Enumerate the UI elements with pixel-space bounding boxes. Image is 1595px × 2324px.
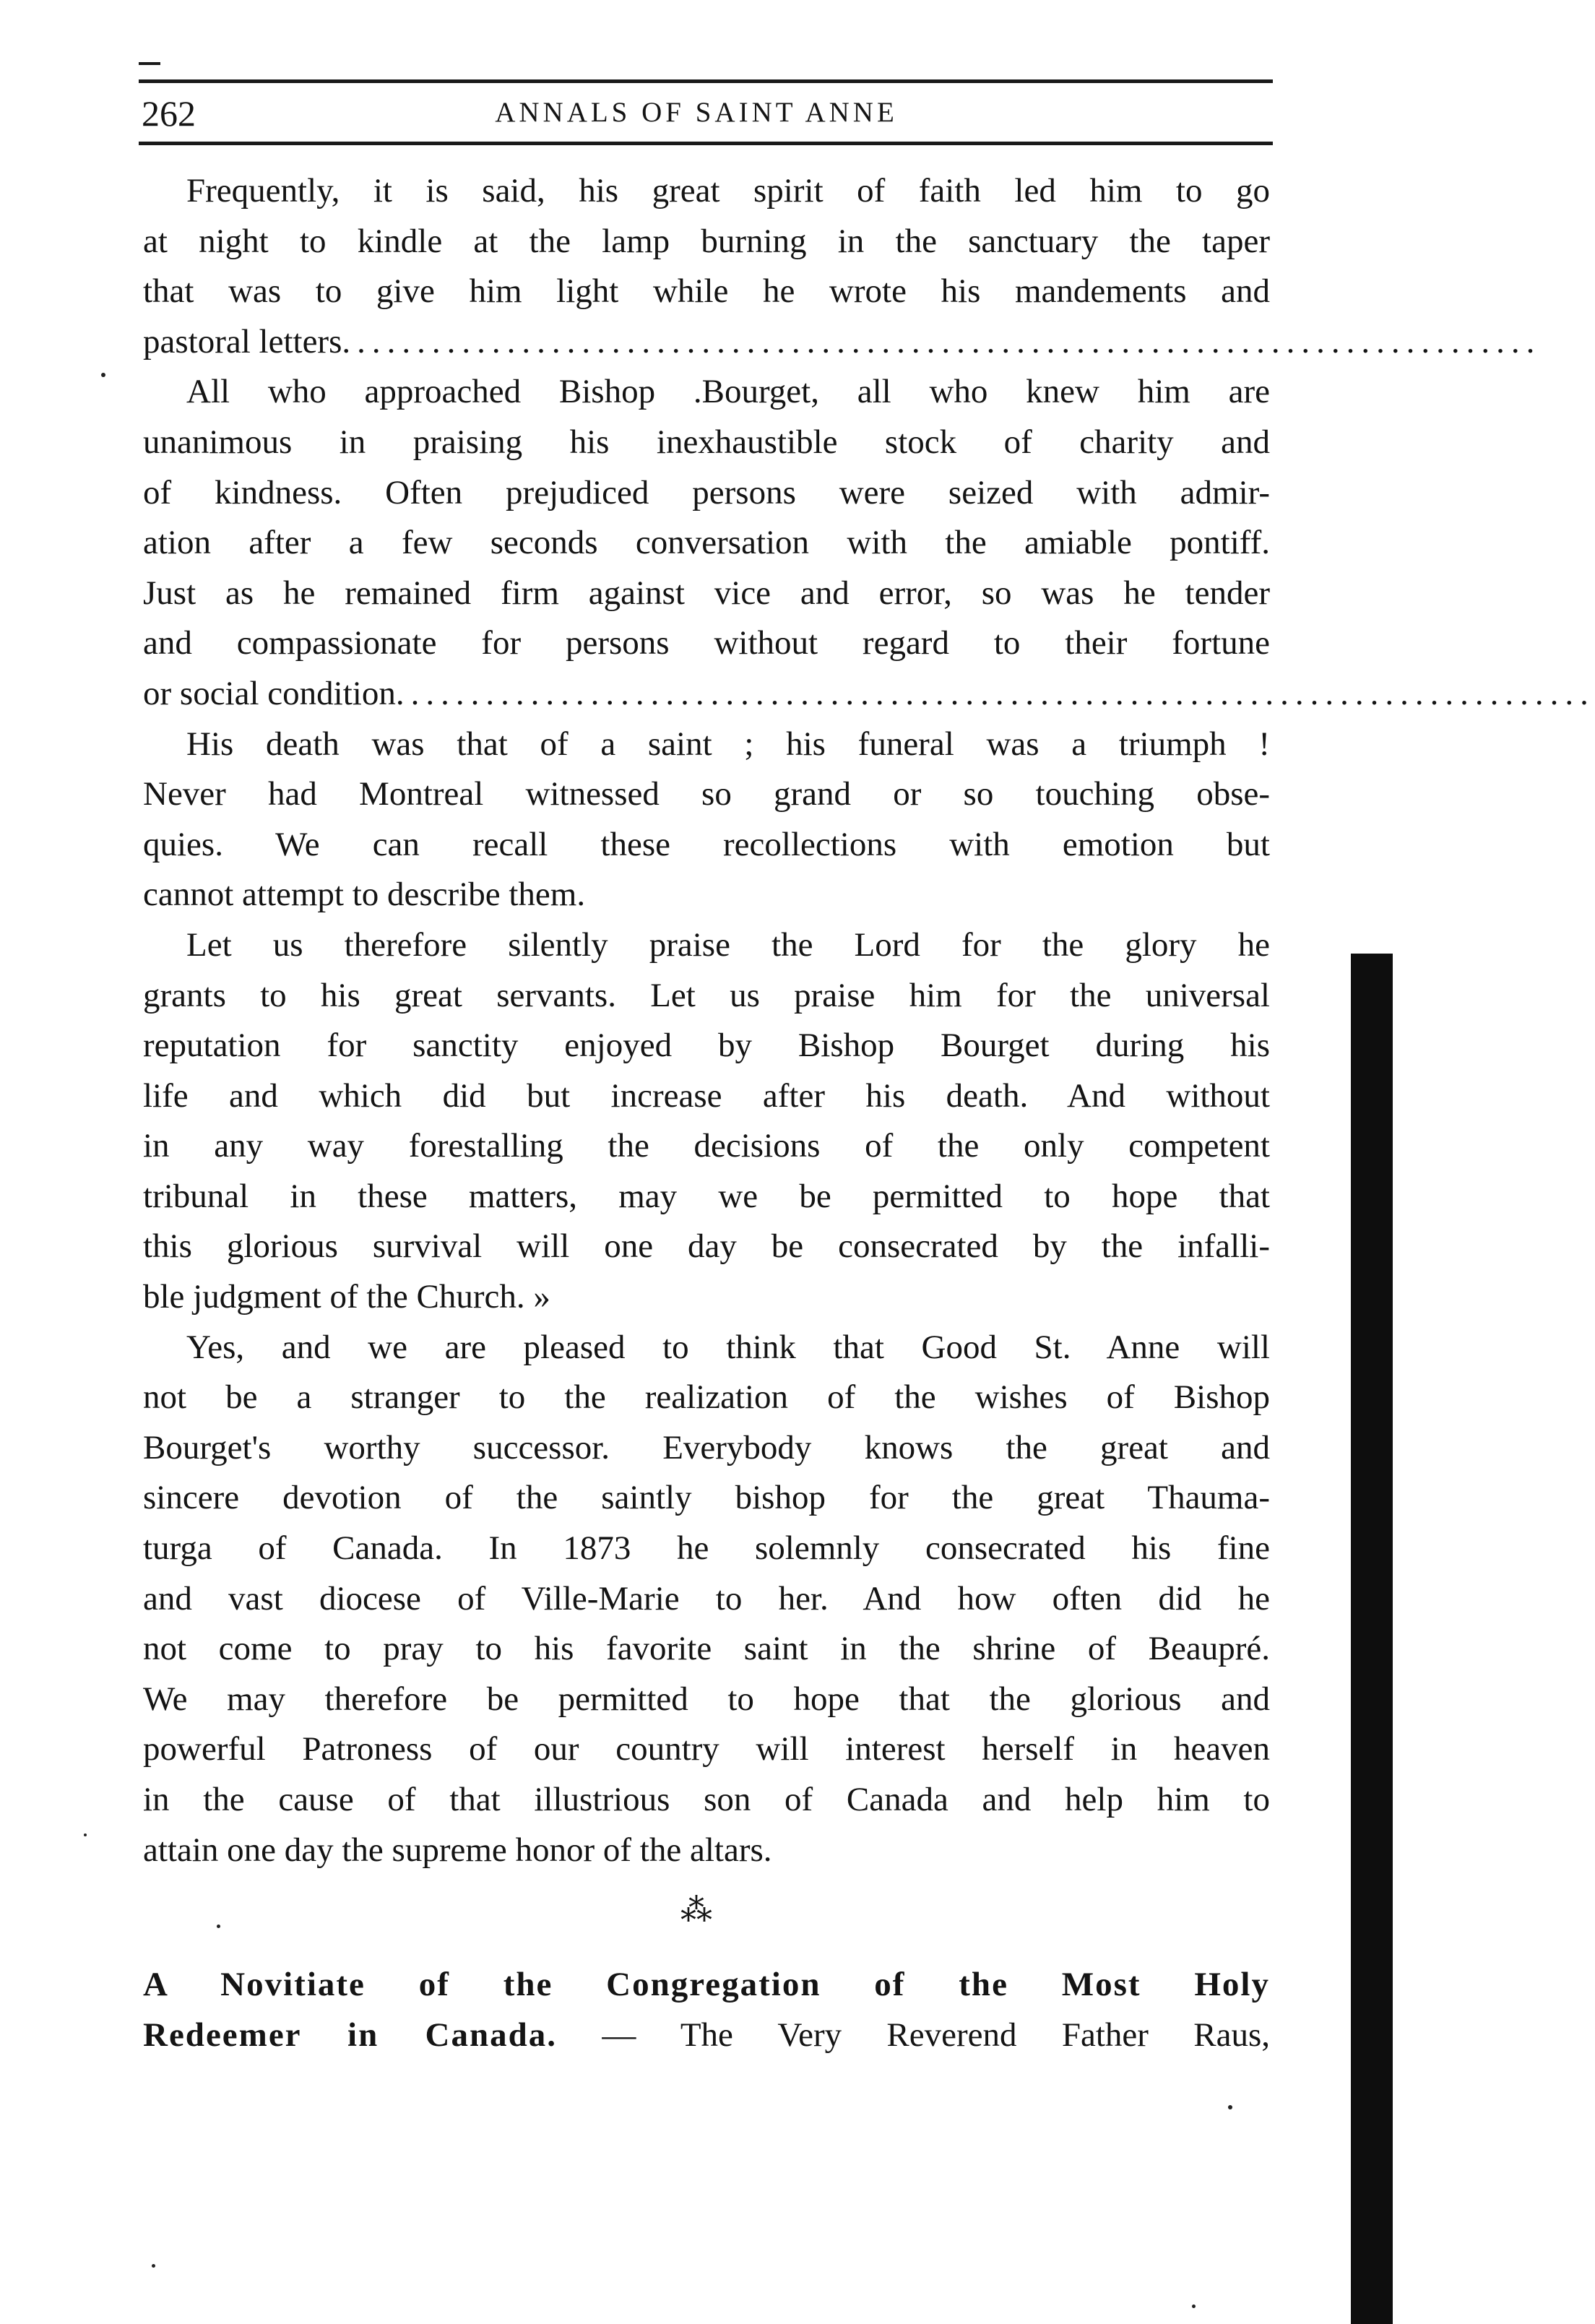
- text-line: ation after a few seconds conversation with the amiable pontiff.: [143, 524, 1270, 562]
- paragraph: [143, 166, 1542, 367]
- text-line: of kindness. Often prejudiced persons were seized with admir-: [143, 473, 1270, 511]
- paragraph: [143, 367, 1595, 719]
- notice-title: Redeemer in Canada.: [143, 2016, 558, 2054]
- text-line: All who approached Bishop .Bourget, all who knew him are: [186, 373, 1270, 411]
- body-text: [143, 166, 1595, 1875]
- notice-title: A Novitiate of the Congregation of the Most Holy: [143, 1966, 1270, 2003]
- text-line: Never had Montreal witnessed so grand or so touching obse-: [143, 775, 1270, 813]
- dot-leader: ................................................................................: [395, 674, 1595, 712]
- text-line: and compassionate for persons without regard to their fortune: [143, 624, 1270, 662]
- text-line: Yes, and we are pleased to think that Good St. Anne will: [186, 1328, 1270, 1366]
- text-line: not be a stranger to the realization of the wishes of Bishop: [143, 1378, 1270, 1417]
- text-line: reputation for sanctity enjoyed by Bishop Bourget during his: [143, 1027, 1270, 1065]
- notice-text: — The Very Reverend Father Raus,: [557, 2016, 1270, 2054]
- text-line: Just as he remained firm against vice and error, so was he tender: [143, 574, 1270, 612]
- dot-leader: ................................................................................: [342, 322, 1542, 360]
- text-line: Bourget's worthy successor. Everybody knows the great and: [143, 1428, 1270, 1466]
- text-line: powerful Patroness of our country will interest herself in heaven: [143, 1730, 1270, 1768]
- text-line: unanimous in praising his inexhaustible stock of charity and: [143, 423, 1270, 461]
- header-rule-bottom: [139, 142, 1273, 145]
- scan-speck: [101, 373, 105, 377]
- scan-speck: [84, 1833, 87, 1836]
- text-line: pastoral letters: [143, 322, 342, 360]
- scan-speck: [1228, 2105, 1232, 2109]
- text-line-with-leader: [143, 669, 1595, 720]
- paragraph: [143, 1323, 1270, 1876]
- text-line: not come to pray to his favorite saint in the shrine of Beaupré.: [143, 1630, 1270, 1668]
- text-line: quies. We can recall these recollections with emotion but: [143, 825, 1270, 863]
- text-line: that was to give him light while he wrote his mandements and: [143, 272, 1270, 311]
- text-line: Let us therefore silently praise the Lord for the glory he: [186, 925, 1270, 964]
- scan-speck: [1192, 2304, 1196, 2308]
- scan-edge-shadow: [1351, 954, 1393, 2324]
- text-line-with-leader: [143, 317, 1542, 368]
- text-line: We may therefore be permitted to hope that the glorious and: [143, 1680, 1270, 1718]
- paragraph: [143, 920, 1270, 1323]
- scan-speck: [152, 2264, 155, 2268]
- section-ornament: ⁂: [680, 1893, 712, 1928]
- header-rule-top: [139, 79, 1273, 83]
- text-line: or social condition: [143, 674, 396, 712]
- text-line: in the cause of that illustrious son of Canada and help him to: [143, 1781, 1270, 1818]
- text-line: life and which did but increase after his death. And without: [143, 1076, 1270, 1115]
- text-line: in any way forestalling the decisions of the only competent: [143, 1127, 1270, 1165]
- text-line: at night to kindle at the lamp burning in the sanctuary the taper: [143, 222, 1270, 260]
- text-line: Frequently, it is said, his great spirit of faith led him to go: [186, 172, 1270, 209]
- text-line: and vast diocese of Ville-Marie to her. And how often did he: [143, 1579, 1270, 1617]
- scan-speck: [217, 1925, 220, 1928]
- text-line: cannot attempt to describe them.: [143, 876, 586, 914]
- text-line: sincere devotion of the saintly bishop for the great Thauma-: [143, 1479, 1270, 1517]
- text-line: attain one day the supreme honor of the altars.: [143, 1831, 772, 1869]
- page-number: 262: [142, 93, 196, 134]
- text-line: tribunal in these matters, may we be permitted to hope that: [143, 1177, 1270, 1215]
- paragraph: [143, 720, 1270, 920]
- text-line: this glorious survival will one day be consecrated by the infalli-: [143, 1227, 1270, 1266]
- notice-section: [143, 1959, 1270, 2060]
- text-line: His death was that of a saint ; his funeral was a triumph !: [186, 725, 1270, 763]
- running-title: ANNALS OF SAINT ANNE: [495, 97, 898, 128]
- text-line: ble judgment of the Church. »: [143, 1278, 550, 1316]
- text-line: turga of Canada. In 1873 he solemnly consecrated his fine: [143, 1529, 1270, 1568]
- text-line: grants to his great servants. Let us praise him for the universal: [143, 976, 1270, 1014]
- notice-text-line: [143, 2010, 1270, 2060]
- top-edge-mark: [139, 62, 160, 65]
